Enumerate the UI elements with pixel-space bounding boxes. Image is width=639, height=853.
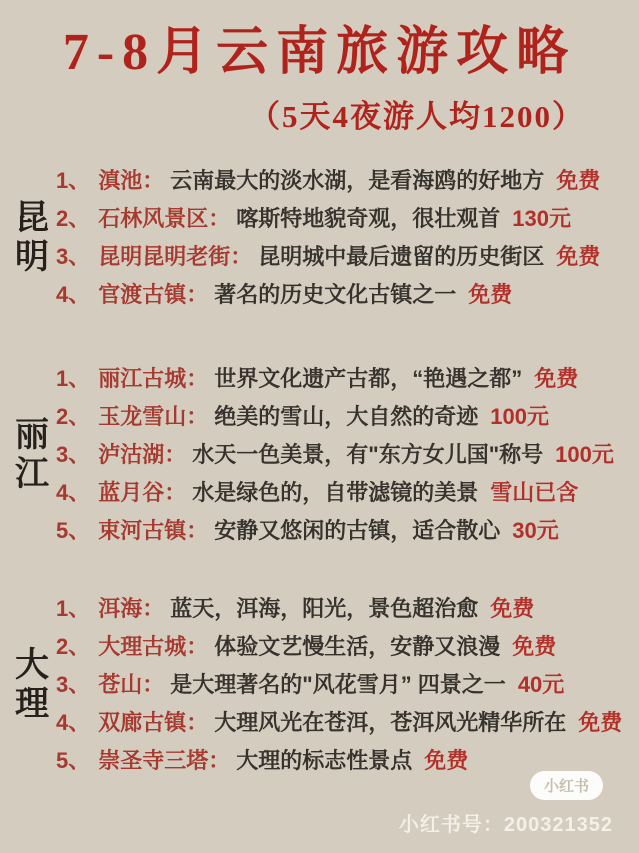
attraction-price: 免费 (556, 167, 601, 193)
attraction-price: 免费 (468, 281, 513, 307)
attraction-description: 喀斯特地貌奇观，很壮观首 (236, 205, 501, 231)
attraction-price: 免费 (578, 709, 623, 735)
attraction-name: 丽江古城： (98, 365, 209, 391)
attraction-name: 崇圣寺三塔： (98, 747, 231, 773)
attraction-price: 免费 (556, 243, 601, 269)
watermark-footer (399, 771, 613, 837)
attraction-name: 昆明昆明老街： (98, 243, 253, 269)
section-label-lijiang: 丽江 (15, 416, 49, 493)
item-number: 1、 (56, 595, 91, 621)
attraction-description: 绝美的雪山，大自然的奇迹 (214, 403, 479, 429)
attraction-description: 水是绿色的，自带滤镜的美景 (192, 479, 479, 505)
xiaohongshu-id: 小红书号：200321352 (398, 814, 613, 836)
sections (0, 162, 639, 780)
list-item (56, 276, 600, 314)
attraction-name: 玉龙雪山： (98, 403, 209, 429)
attraction-description: 大理风光在苍洱，苍洱风光精华所在 (214, 709, 567, 735)
list-item (56, 200, 600, 238)
attraction-price: 30元 (512, 517, 559, 543)
kunming-attraction-list (56, 162, 600, 314)
dali-attraction-list (56, 590, 622, 780)
item-number: 5、 (56, 747, 91, 773)
list-item (56, 162, 600, 200)
attraction-description: 世界文化遗产古都，“艳遇之都” (214, 365, 523, 391)
item-number: 1、 (56, 365, 91, 391)
attraction-description: 水天一色美景，有"东方女儿国"称号 (192, 441, 544, 467)
attraction-name: 泸沽湖： (98, 441, 187, 467)
attraction-price: 免费 (424, 747, 469, 773)
attraction-name: 滇池： (98, 167, 165, 193)
attraction-name: 双廊古镇： (98, 709, 209, 735)
attraction-price: 100元 (555, 441, 614, 467)
section-label-kunming: 昆明 (15, 199, 49, 276)
item-number: 5、 (56, 517, 91, 543)
attraction-price: 雪山已含 (490, 479, 579, 505)
list-item (56, 398, 614, 436)
attraction-name: 官渡古镇： (98, 281, 209, 307)
item-number: 4、 (56, 709, 91, 735)
attraction-price: 免费 (512, 633, 557, 659)
attraction-description: 昆明城中最后遗留的历史街区 (258, 243, 545, 269)
item-number: 2、 (56, 403, 91, 429)
list-item (56, 628, 622, 666)
attraction-price: 130元 (512, 205, 571, 231)
attraction-description: 大理的标志性景点 (236, 747, 413, 773)
list-item (56, 474, 614, 512)
attraction-name: 蓝月谷： (98, 479, 187, 505)
page-title: 7-8月云南旅游攻略 (62, 24, 577, 81)
item-number: 3、 (56, 671, 91, 697)
section-kunming (8, 162, 639, 314)
attraction-description: 蓝天，洱海，阳光，景色超治愈 (170, 595, 479, 621)
xiaohongshu-badge: 小红书 (530, 771, 603, 800)
attraction-name: 洱海： (98, 595, 165, 621)
list-item (56, 590, 622, 628)
attraction-name: 石林风景区： (98, 205, 231, 231)
section-dali (8, 590, 639, 780)
list-item (56, 436, 614, 474)
item-number: 2、 (56, 205, 91, 231)
item-number: 3、 (56, 243, 91, 269)
list-item (56, 704, 622, 742)
list-item (56, 512, 614, 550)
section-lijiang (8, 360, 639, 550)
attraction-name: 苍山： (98, 671, 165, 697)
list-item (56, 360, 614, 398)
section-label-dali: 大理 (15, 646, 49, 723)
item-number: 2、 (56, 633, 91, 659)
attraction-price: 100元 (490, 403, 549, 429)
item-number: 4、 (56, 281, 91, 307)
attraction-description: 安静又悠闲的古镇，适合散心 (214, 517, 501, 543)
attraction-description: 著名的历史文化古镇之一 (214, 281, 457, 307)
attraction-description: 云南最大的淡水湖，是看海鸥的好地方 (170, 167, 545, 193)
attraction-price: 40元 (517, 671, 565, 697)
item-number: 1、 (56, 167, 91, 193)
list-item (56, 666, 622, 704)
attraction-price: 免费 (534, 365, 579, 391)
item-number: 4、 (56, 479, 91, 505)
attraction-name: 束河古镇： (98, 517, 209, 543)
page-subtitle: （5天4夜游人均1200） (249, 98, 585, 134)
attraction-description: 体验文艺慢生活，安静又浪漫 (214, 633, 501, 659)
item-number: 3、 (56, 441, 91, 467)
list-item (56, 238, 600, 276)
lijiang-attraction-list (56, 360, 614, 550)
attraction-description: 是大理著名的"风花雪月” 四景之一 (170, 671, 506, 697)
attraction-price: 免费 (490, 595, 535, 621)
attraction-name: 大理古城： (98, 633, 209, 659)
